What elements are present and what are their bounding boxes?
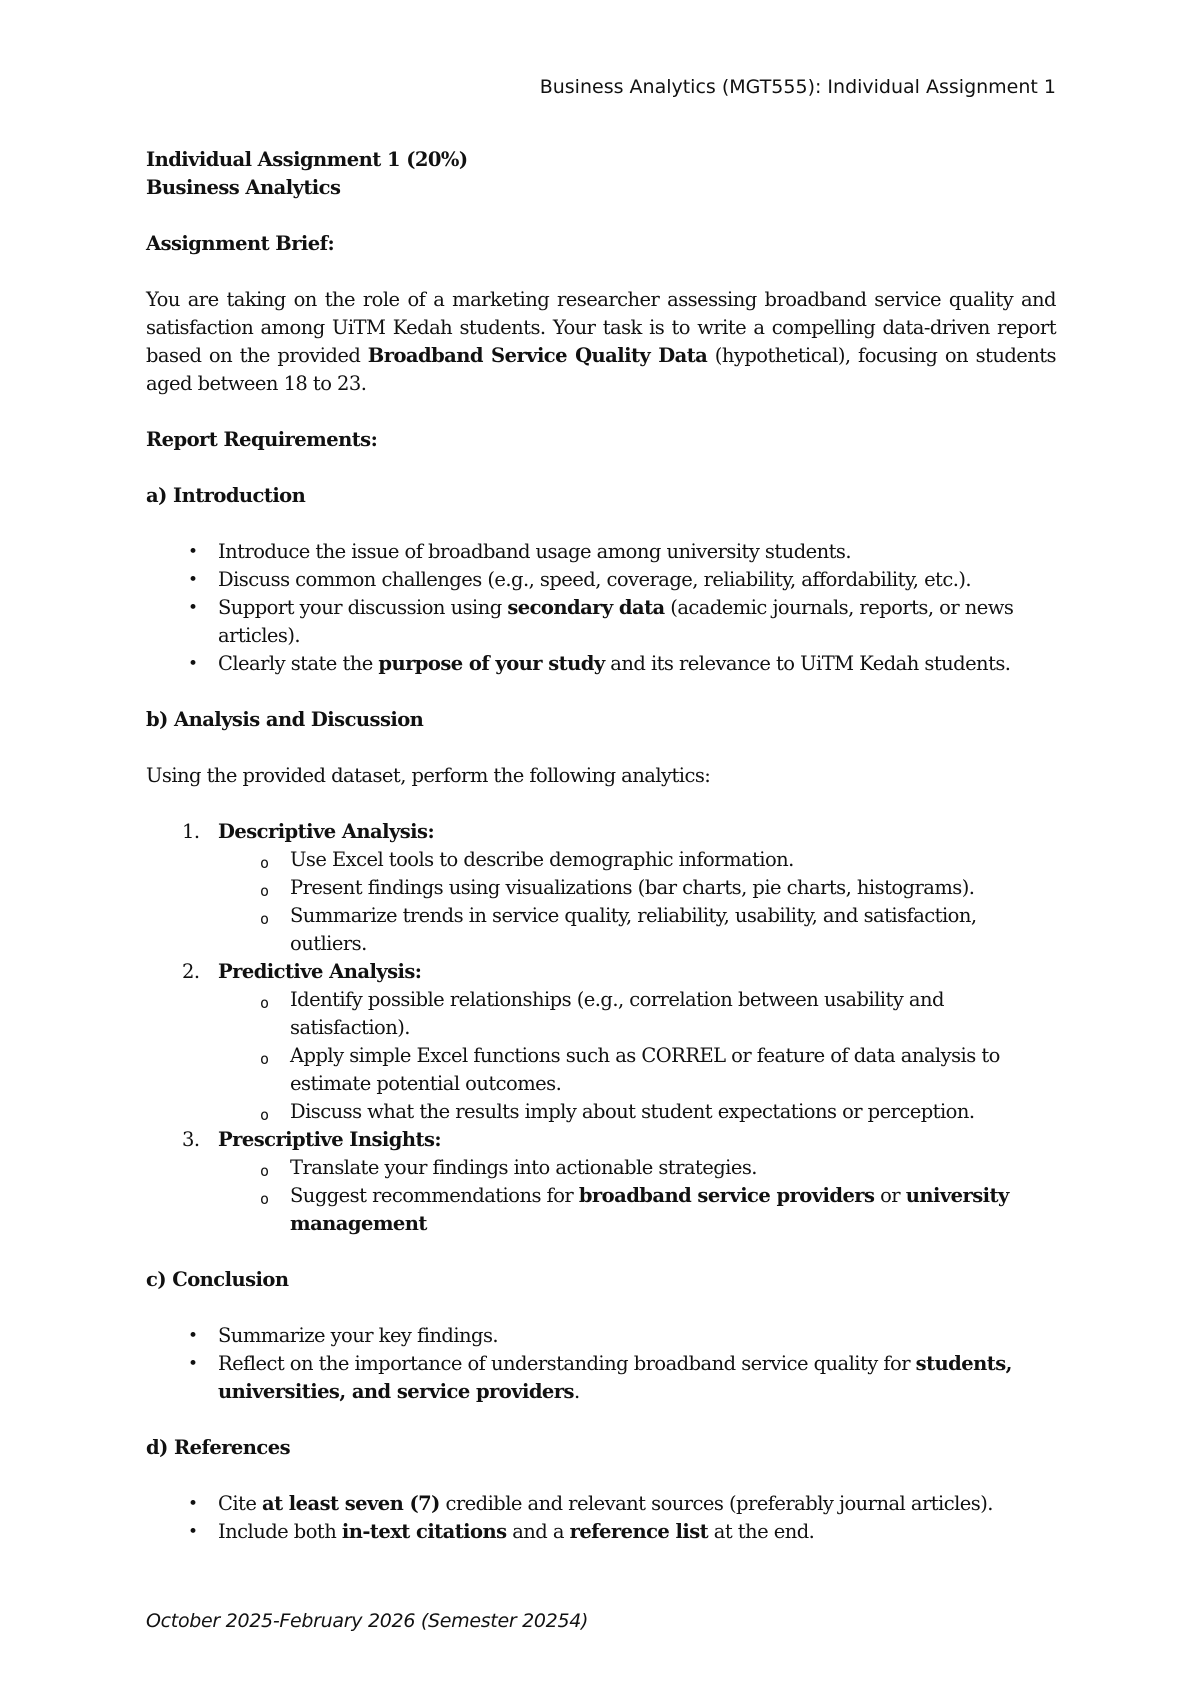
text: and a [506, 1520, 570, 1543]
list-item [146, 1350, 1056, 1406]
item-number: 1. [182, 820, 200, 843]
brief-heading: Assignment Brief: [146, 232, 335, 255]
list-item: • Discuss common challenges (e.g., speed, coverage, reliability, affordability, etc.). [146, 566, 1056, 594]
text: Support your discussion using [218, 596, 508, 619]
page-footer: October 2025-February 2026 (Semester 20254) [146, 1610, 589, 1632]
text: Clearly state the [218, 652, 379, 675]
references-list [146, 1490, 1056, 1546]
text: . [573, 1380, 580, 1403]
text: Include both [218, 1520, 342, 1543]
list-item: • Summarize your key findings. [146, 1322, 1056, 1350]
item-number: 3. [182, 1128, 200, 1151]
emphasis: broadband service providers [578, 1184, 875, 1207]
text: Suggest recommendations for [290, 1184, 579, 1207]
text: Cite [218, 1492, 262, 1515]
brief-paragraph [146, 286, 1056, 398]
analysis-list [146, 818, 1056, 1238]
list-item [146, 594, 1056, 650]
sub-item: o Summarize trends in service quality, reliability, usability, and satisfaction, outliers. [218, 902, 1056, 958]
list-item [146, 650, 1056, 678]
sub-item: o Translate your findings into actionable strategies. [218, 1154, 1056, 1182]
analysis-item-descriptive [146, 818, 1056, 958]
document-body [146, 146, 1056, 1546]
sub-item: o Discuss what the results imply about student expectations or perception. [218, 1098, 1056, 1126]
requirements-heading: Report Requirements: [146, 428, 378, 451]
text: and its relevance to UiTM Kedah students. [604, 652, 1011, 675]
item-title: Predictive Analysis: [218, 960, 422, 983]
emphasis: secondary data [507, 596, 665, 619]
sub-item [218, 1182, 1056, 1238]
analysis-item-prescriptive [146, 1126, 1056, 1238]
conclusion-heading: c) Conclusion [146, 1268, 289, 1291]
sub-item: o Use Excel tools to describe demographic information. [218, 846, 1056, 874]
sub-item: o Apply simple Excel functions such as CORREL or feature of data analysis to estimate potential outcomes. [218, 1042, 1056, 1098]
emphasis: reference list [569, 1520, 709, 1543]
text: or [874, 1184, 906, 1207]
text: (academic journals, reports, or news articles). [218, 596, 1014, 647]
document-subtitle: Business Analytics [146, 176, 341, 199]
conclusion-list [146, 1322, 1056, 1406]
text: at the end. [708, 1520, 815, 1543]
sub-list [218, 1154, 1056, 1238]
emphasis: in-text citations [341, 1520, 507, 1543]
analysis-lead: Using the provided dataset, perform the following analytics: [146, 764, 711, 787]
item-title: Descriptive Analysis: [218, 820, 435, 843]
list-item [146, 1518, 1056, 1546]
sub-list [218, 986, 1056, 1126]
sub-list [218, 846, 1056, 958]
introduction-list [146, 538, 1056, 678]
document-title: Individual Assignment 1 (20%) [146, 148, 468, 171]
analysis-heading: b) Analysis and Discussion [146, 708, 424, 731]
text: Reflect on the importance of understanding broadband service quality for [218, 1352, 916, 1375]
brief-dataset-name: Broadband Service Quality Data [367, 344, 708, 367]
references-heading: d) References [146, 1436, 291, 1459]
analysis-item-predictive [146, 958, 1056, 1126]
page-header: Business Analytics (MGT555): Individual Assignment 1 [539, 76, 1056, 98]
emphasis: at least seven (7) [261, 1492, 440, 1515]
brief-text-1: You are taking on the role of a marketing researcher assessing broadband service quality and satisfaction among UiTM Kedah students. Your task is to write a compelling data-driven report based on the provided [146, 288, 1056, 367]
emphasis: university management [290, 1184, 1009, 1235]
sub-item: o Present findings using visualizations (bar charts, pie charts, histograms). [218, 874, 1056, 902]
emphasis: students, universities, and service providers [218, 1352, 1012, 1403]
introduction-heading: a) Introduction [146, 484, 306, 507]
sub-item: o Identify possible relationships (e.g., correlation between usability and satisfaction). [218, 986, 1056, 1042]
brief-text-2: (hypothetical), focusing on students aged between 18 to 23. [146, 344, 1057, 395]
list-item: • Introduce the issue of broadband usage among university students. [146, 538, 1056, 566]
emphasis: purpose of your study [378, 652, 605, 675]
item-title: Prescriptive Insights: [218, 1128, 442, 1151]
list-item [146, 1490, 1056, 1518]
item-number: 2. [182, 960, 200, 983]
text: credible and relevant sources (preferably journal articles). [439, 1492, 993, 1515]
